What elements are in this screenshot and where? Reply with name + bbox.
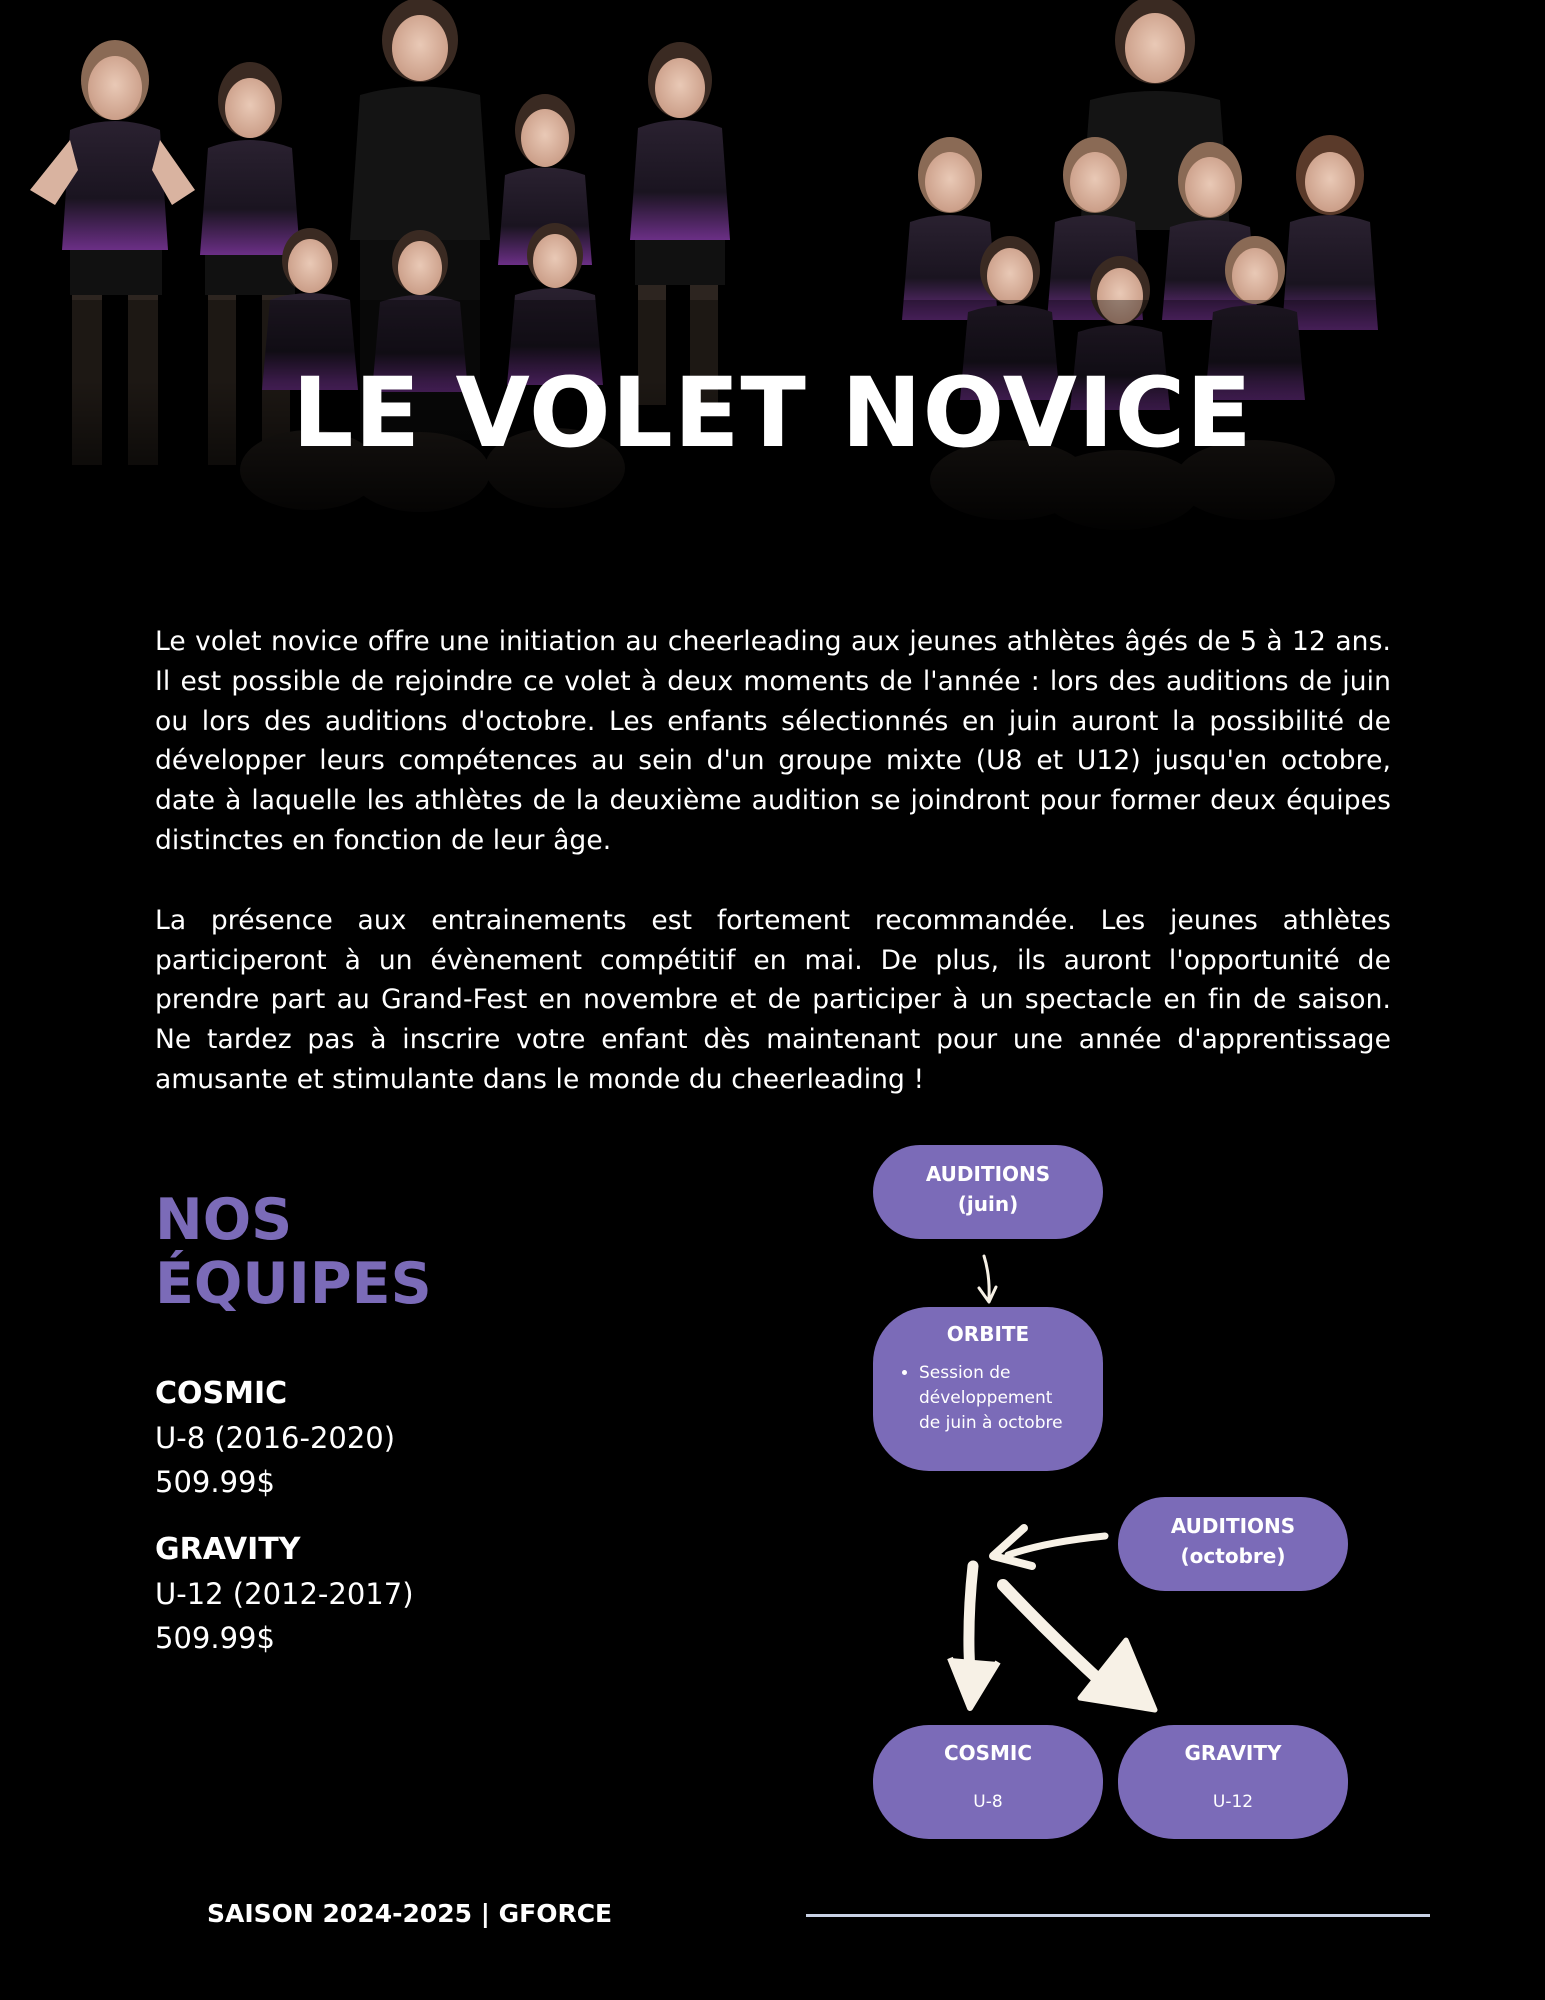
arrow-split-to-gravity [1003,1585,1108,1688]
node-bullet-list [873,1361,1103,1436]
node-auditions-october [1118,1497,1348,1591]
team-cosmic [155,1372,655,1504]
teams-heading [155,1188,432,1316]
arrow-october-to-split [1008,1536,1105,1555]
team-price: 509.99$ [155,1621,275,1655]
footer-text: SAISON 2024-2025 | GFORCE [207,1899,613,1928]
intro-paragraph: La présence aux entrainements est fortement recommandée. Les jeunes athlètes participeront à un évènement compétitif en mai. De plus, ils auront l'opportunité de prendre part au Grand-Fest en novembre et de participer à un spectacle en fin de saison. Ne tardez pas à inscrire votre enfant dès maintenant pour une année d'apprentissage amusante et stimulante dans le monde du cheerleading ! [155,904,1391,1095]
node-orbite [873,1307,1103,1471]
footer-divider [806,1914,1430,1917]
node-title: ORBITE [946,1322,1030,1346]
intro-text [155,622,1391,1140]
team-name: COSMIC [155,1376,288,1411]
node-title: COSMIC [943,1741,1033,1765]
node-title: (juin) [957,1192,1019,1216]
node-subtitle: U-8 [973,1792,1003,1812]
node-gravity [1118,1725,1348,1839]
team-price: 509.99$ [155,1465,275,1499]
node-title: (octobre) [1180,1544,1286,1568]
teams-heading-line: NOS [155,1187,293,1253]
hero-banner [0,0,1545,540]
node-title: AUDITIONS [1170,1514,1296,1538]
node-auditions-june [873,1145,1103,1239]
team-gravity [155,1528,655,1660]
node-bullet: • Session de développement de juin à octobre [919,1361,1103,1436]
node-subtitle: U-12 [1212,1792,1254,1812]
page-title: LE VOLET NOVICE [292,357,1253,469]
teams-heading-line: ÉQUIPES [155,1251,432,1317]
team-name: GRAVITY [155,1532,301,1567]
arrow-june-to-orbite [984,1256,989,1298]
node-title: GRAVITY [1184,1741,1282,1765]
team-age: U-8 (2016-2020) [155,1421,396,1455]
team-age: U-12 (2012-2017) [155,1577,414,1611]
node-title: AUDITIONS [925,1162,1051,1186]
intro-paragraph: Le volet novice offre une initiation au cheerleading aux jeunes athlètes âgés de 5 à 12 ans. Il est possible de rejoindre ce volet à deux moments de l'année : lors des auditions de juin ou lors des auditions d'octobre. Les enfants sélectionnés en juin auront la possibilité de développer leurs compétences au sein d'un groupe mixte (U8 et U12) jusqu'en octobre, date à laquelle les athlètes de la deuxième audition se joindront pour former deux équipes distinctes en fonction de leur âge. [155,626,1391,856]
node-cosmic [873,1725,1103,1839]
arrow-split-to-cosmic [969,1566,973,1690]
